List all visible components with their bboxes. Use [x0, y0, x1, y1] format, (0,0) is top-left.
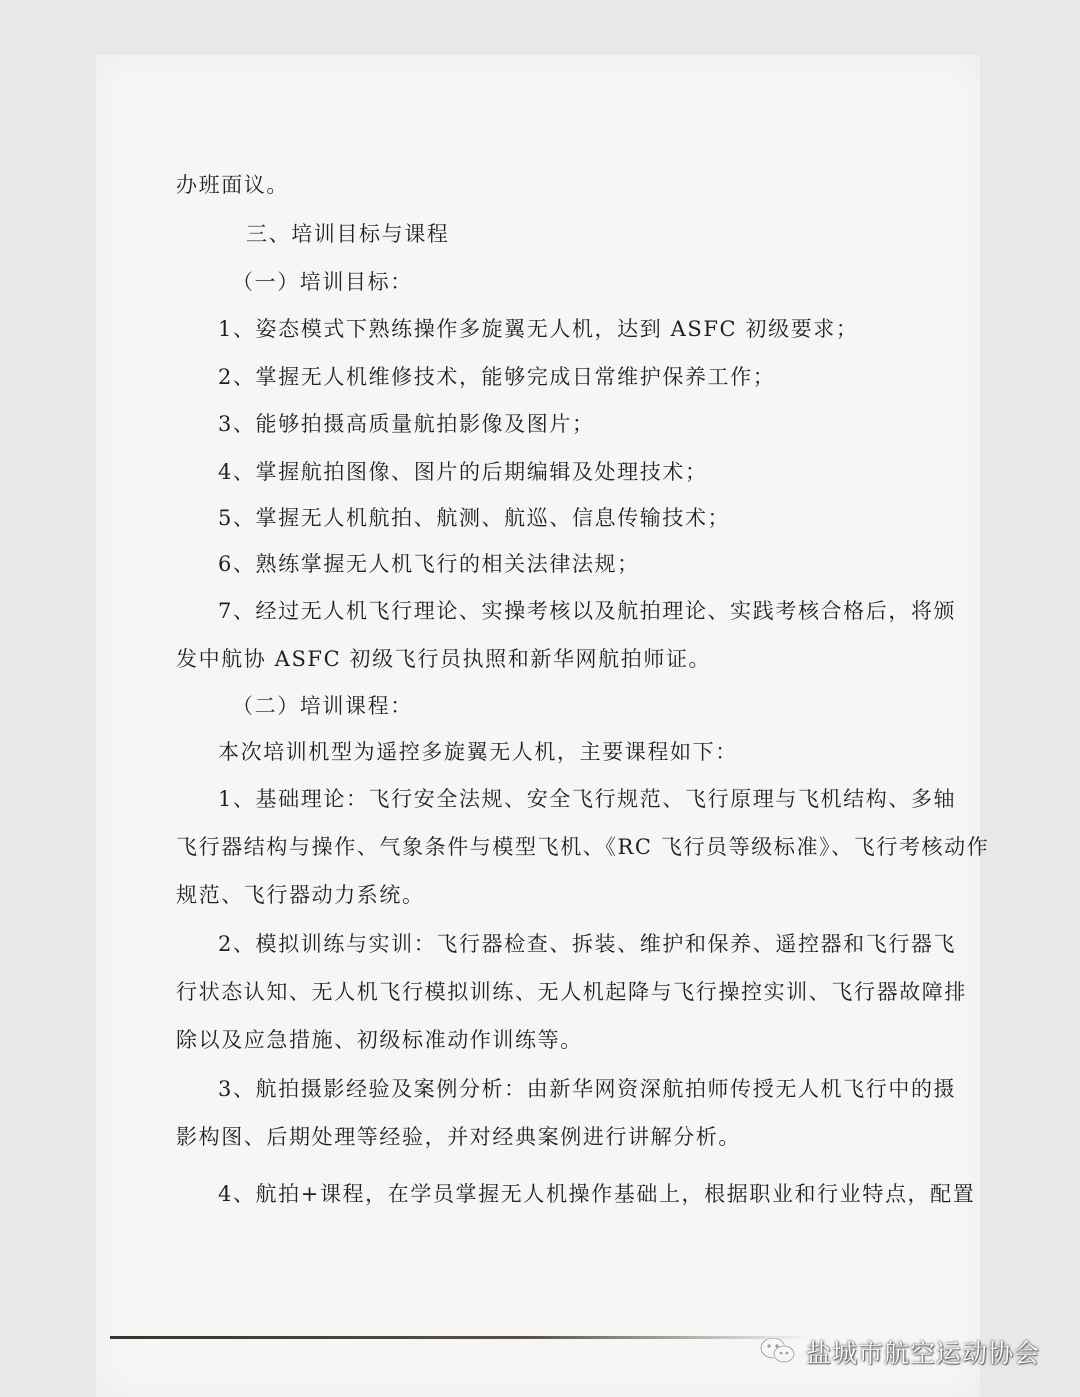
list-item: 2、掌握无人机维修技术，能够完成日常维护保养工作；: [218, 365, 776, 389]
text-line: 除以及应急措施、初级标准动作训练等。: [176, 1028, 583, 1052]
text-line: 影构图、后期处理等经验，并对经典案例进行讲解分析。: [176, 1125, 741, 1149]
list-item: 1、基础理论：飞行安全法规、安全飞行规范、飞行原理与飞机结构、多轴: [218, 787, 957, 811]
watermark: [758, 1332, 1040, 1372]
subsection-heading: （一）培训目标：: [232, 270, 413, 294]
list-item: 7、经过无人机飞行理论、实操考核以及航拍理论、实践考核合格后，将颁: [218, 599, 957, 623]
text-line: 行状态认知、无人机飞行模拟训练、无人机起降与飞行操控实训、飞行器故障排: [176, 980, 967, 1004]
list-item: 4、航拍+课程，在学员掌握无人机操作基础上，根据职业和行业特点，配置: [218, 1182, 976, 1206]
text-line: 发中航协 ASFC 初级飞行员执照和新华网航拍师证。: [176, 647, 712, 671]
list-item: 1、姿态模式下熟练操作多旋翼无人机，达到 ASFC 初级要求；: [218, 317, 859, 341]
list-item: 5、掌握无人机航拍、航测、航巡、信息传输技术；: [218, 506, 731, 530]
watermark-text: 盐城市航空运动协会: [806, 1339, 1041, 1368]
text-line: 规范、飞行器动力系统。: [176, 883, 425, 907]
list-item: 3、能够拍摄高质量航拍影像及图片；: [218, 412, 595, 436]
list-item: 6、熟练掌握无人机飞行的相关法律法规；: [218, 552, 640, 576]
wechat-icon: [758, 1335, 798, 1369]
text-line: 本次培训机型为遥控多旋翼无人机，主要课程如下：: [218, 740, 738, 764]
list-item: 2、模拟训练与实训：飞行器检查、拆装、维护和保养、遥控器和飞行器飞: [218, 932, 957, 956]
text-line: 办班面议。: [176, 173, 289, 197]
scan-edge-line: [110, 1336, 810, 1339]
section-heading: 三、培训目标与课程: [246, 222, 450, 246]
list-item: 3、航拍摄影经验及案例分析：由新华网资深航拍师传授无人机飞行中的摄: [218, 1077, 957, 1101]
subsection-heading: （二）培训课程：: [232, 694, 413, 718]
text-line: 飞行器结构与操作、气象条件与模型飞机、《RC 飞行员等级标准》、飞行考核动作: [176, 835, 990, 859]
list-item: 4、掌握航拍图像、图片的后期编辑及处理技术；: [218, 460, 708, 484]
